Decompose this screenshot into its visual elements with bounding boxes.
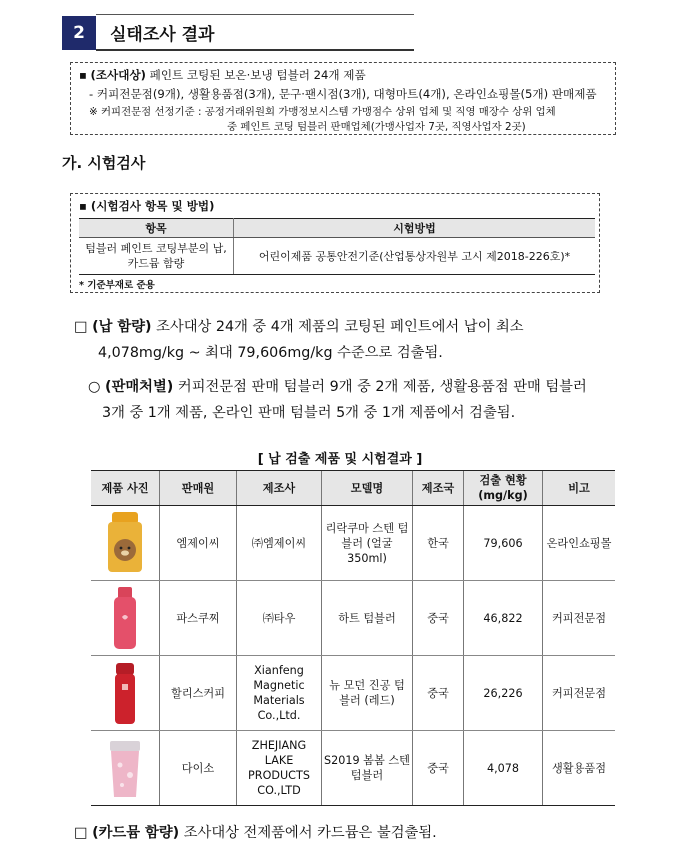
country-cell: 중국 — [413, 581, 464, 656]
seller-text-2: 3개 중 1개 제품, 온라인 판매 텀블러 5개 중 1개 제품에서 검출됨. — [102, 405, 516, 421]
note-cell: 생활용품점 — [543, 731, 616, 806]
product-photo-cell — [91, 581, 160, 656]
country-cell: 중국 — [413, 656, 464, 731]
square-bullet-icon: ▪ — [79, 199, 87, 213]
value-cell: 4,078 — [464, 731, 543, 806]
results-header-row — [91, 471, 615, 506]
header-item: 항목 — [79, 219, 234, 238]
tumbler-photo-red — [98, 660, 152, 726]
section-header — [62, 14, 414, 50]
seller-paragraph — [88, 374, 628, 426]
seller-cell: 할리스커피 — [160, 656, 237, 731]
scope-text: 페인트 코팅된 보온·보냉 텀블러 24개 제품 — [145, 68, 366, 82]
lead-text-2: 4,078mg/kg ~ 최대 79,606mg/kg 수준으로 검출됨. — [98, 345, 443, 361]
product-photo-cell — [91, 731, 160, 806]
header-maker: 제조사 — [237, 471, 322, 506]
maker-cell: ㈜엠제이씨 — [237, 506, 322, 581]
seller-cell: 다이소 — [160, 731, 237, 806]
cadmium-text: 조사대상 전제품에서 카드뮴은 불검출됨. — [179, 825, 437, 841]
lead-label: (납 함량) — [92, 319, 152, 335]
scope-box — [70, 62, 616, 135]
header-note: 비고 — [543, 471, 616, 506]
scope-line-1 — [79, 66, 607, 85]
table-row — [91, 656, 615, 731]
header-photo: 제품 사진 — [91, 471, 160, 506]
note-cell: 커피전문점 — [543, 581, 616, 656]
header-detection: 검출 현황 (mg/kg) — [464, 471, 543, 506]
model-cell: 뉴 모던 진공 텀블러 (레드) — [322, 656, 413, 731]
circle-bullet-icon: ○ — [88, 379, 101, 395]
maker-cell: ZHEJIANG LAKE PRODUCTS CO.,LTD — [237, 731, 322, 806]
table-row — [91, 731, 615, 806]
results-table-caption: [ 납 검출 제품 및 시험결과 ] — [257, 452, 423, 467]
model-cell: 리락쿠마 스텐 텀블러 (얼굴 350ml) — [322, 506, 413, 581]
tumbler-photo-light-pink — [98, 735, 152, 801]
scope-line-3: ※ 커피전문점 선정기준 : 공정거래위원회 가맹정보시스템 가맹점수 상위 업체 및 직영 매장수 상위 업체 — [89, 106, 556, 118]
header-country: 제조국 — [413, 471, 464, 506]
test-method-table — [79, 218, 595, 275]
header-model: 모델명 — [322, 471, 413, 506]
maker-cell: Xianfeng Magnetic Materials Co.,Ltd. — [237, 656, 322, 731]
product-photo-cell — [91, 656, 160, 731]
header-seller: 판매원 — [160, 471, 237, 506]
value-cell: 79,606 — [464, 506, 543, 581]
cadmium-paragraph — [74, 820, 634, 846]
maker-cell: ㈜타우 — [237, 581, 322, 656]
test-method-box — [70, 193, 600, 293]
test-item: 텀블러 페인트 코팅부분의 납, 카드뮴 함량 — [79, 238, 234, 275]
header-method: 시험방법 — [234, 219, 596, 238]
subsection-title: 가. 시험검사 — [62, 154, 146, 172]
results-table — [91, 470, 615, 806]
tumbler-photo-pink — [98, 585, 152, 651]
note-cell: 커피전문점 — [543, 656, 616, 731]
cadmium-label: (카드뮴 함량) — [92, 825, 180, 841]
header-bottom-rule — [96, 49, 414, 51]
lead-text-1: 조사대상 24개 중 4개 제품의 코팅된 페인트에서 납이 최소 — [151, 319, 524, 335]
product-photo-cell — [91, 506, 160, 581]
value-cell: 26,226 — [464, 656, 543, 731]
section-number-badge: 2 — [62, 16, 96, 50]
test-method: 어린이제품 공통안전기준(산업통상자원부 고시 제2018-226호)* — [234, 238, 596, 275]
seller-label: (판매처별) — [105, 379, 174, 395]
seller-cell: 엠제이씨 — [160, 506, 237, 581]
tumbler-photo-yellow — [98, 510, 152, 576]
test-caption: ▪ (시험검사 항목 및 방법) — [79, 199, 215, 213]
scope-line-2: - 커피전문점(9개), 생활용품점(3개), 문구·팬시점(3개), 대형마트(4개), 온라인쇼핑몰(5개) 판매제품 — [89, 87, 597, 101]
section-title: 실태조사 결과 — [110, 25, 215, 45]
lead-paragraph — [74, 314, 634, 366]
note-cell: 온라인쇼핑몰 — [543, 506, 616, 581]
test-note: * 기준부재로 준용 — [79, 280, 155, 291]
scope-line-4: 중 페인트 코팅 텀블러 판매업체(가맹사업자 7곳, 직영사업자 2곳) — [227, 121, 526, 133]
model-cell: S2019 봄봄 스텐 텀블러 — [322, 731, 413, 806]
seller-cell: 파스쿠찌 — [160, 581, 237, 656]
table-row — [91, 581, 615, 656]
square-bullet-icon: ▪ — [79, 68, 87, 82]
value-cell: 46,822 — [464, 581, 543, 656]
country-cell: 중국 — [413, 731, 464, 806]
header-top-rule — [96, 14, 414, 15]
square-checkbox-icon: □ — [74, 825, 88, 841]
country-cell: 한국 — [413, 506, 464, 581]
seller-text-1: 커피전문점 판매 텀블러 9개 중 2개 제품, 생활용품점 판매 텀블러 — [173, 379, 587, 395]
table-row — [91, 506, 615, 581]
model-cell: 하트 텀블러 — [322, 581, 413, 656]
scope-label: (조사대상) — [90, 68, 146, 82]
square-checkbox-icon: □ — [74, 319, 88, 335]
